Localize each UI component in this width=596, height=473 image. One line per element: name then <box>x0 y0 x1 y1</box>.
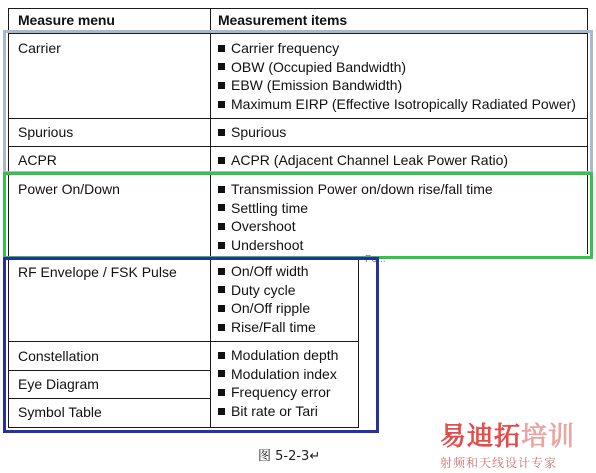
menu-eye-diagram: Eye Diagram <box>18 376 99 392</box>
list-item: Frequency error <box>218 383 338 402</box>
watermark-logo <box>440 416 590 471</box>
watermark-title: 易迪拓培训 <box>440 422 576 452</box>
menu-acpr: ACPR <box>18 152 57 168</box>
list-item: Overshoot <box>218 217 493 236</box>
list-item: Bit rate or Tari <box>218 402 338 421</box>
list-item: On/Off ripple <box>218 299 316 318</box>
menu-symbol-table: Symbol Table <box>18 404 102 420</box>
list-item: Duty cycle <box>218 281 316 300</box>
list-item: Modulation depth <box>218 346 338 365</box>
carrier-highlight-box <box>3 30 593 174</box>
header-measure-menu: Measure menu <box>18 12 115 28</box>
menu-power-on-down: Power On/Down <box>18 181 120 197</box>
header-measurement-items: Measurement items <box>218 12 348 28</box>
list-item: EBW (Emission Bandwidth) <box>218 76 576 95</box>
figure-caption: 图 5-2-3↵ <box>258 449 321 464</box>
table-top-border <box>8 8 587 9</box>
power-highlight-box <box>3 172 593 259</box>
list-item: ACPR (Adjacent Channel Leak Power Ratio) <box>218 151 508 170</box>
rf-envelope-highlight-box <box>3 257 379 433</box>
list-item: Transmission Power on/down rise/fall time <box>218 180 493 199</box>
menu-carrier: Carrier <box>18 40 61 56</box>
stray-text: Po... <box>365 254 386 265</box>
list-item: On/Off width <box>218 262 316 281</box>
menu-spurious: Spurious <box>18 124 74 140</box>
watermark-subtitle: 射频和天线设计专家 <box>440 456 558 470</box>
list-item: Rise/Fall time <box>218 318 316 337</box>
menu-rf-envelope: RF Envelope / FSK Pulse <box>18 264 177 280</box>
list-item: Maximum EIRP (Effective Isotropically Radiated Power) <box>218 95 576 114</box>
list-item: OBW (Occupied Bandwidth) <box>218 58 576 77</box>
list-item: Undershoot <box>218 236 493 255</box>
list-item: Carrier frequency <box>218 39 576 58</box>
list-item: Modulation index <box>218 365 338 384</box>
list-item: Spurious <box>218 123 286 142</box>
list-item: Settling time <box>218 199 493 218</box>
menu-constellation: Constellation <box>18 348 99 364</box>
